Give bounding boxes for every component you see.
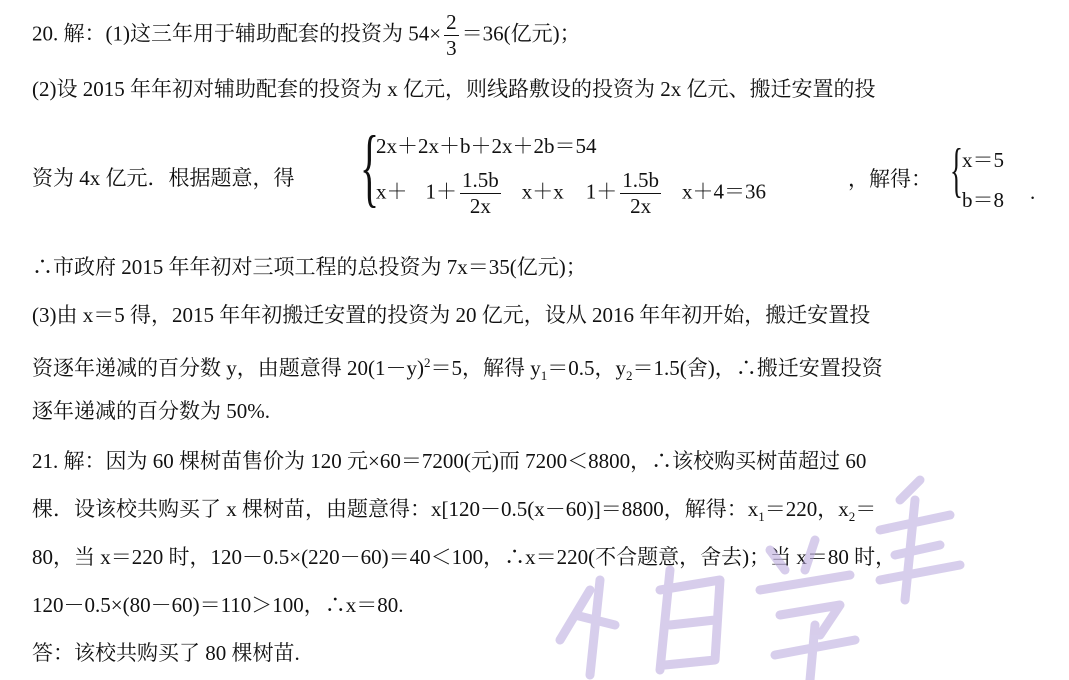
system-equation-2 [376, 170, 766, 217]
p21-line4: 120－0.5×(80－60)＝110＞100，∴x＝80. [32, 593, 404, 617]
p20-part1-pre: 20. 解：(1)这三年用于辅助配套的投资为 54× [32, 21, 442, 46]
p20-part1-post: ＝36(亿元)； [461, 21, 581, 46]
p20-fraction-numerator: 2 [446, 10, 457, 34]
part3-line2-a: 资逐年递减的百分数 y，由题意得 20(1－y) [32, 356, 424, 380]
eq2-frac2-num: 1.5b [622, 168, 659, 192]
x2-subscript: 2 [848, 509, 856, 525]
p21-line2 [32, 494, 876, 532]
p20-part1-line [32, 12, 581, 59]
p20-part2-line1: (2)设 2015 年年初对辅助配套的投资为 x 亿元，则线路敷设的投资为 2x 亿元、搬迁安置的投 [32, 77, 876, 101]
p20-part2-lead: 资为 4x 亿元．根据题意，得 [32, 166, 295, 190]
p21-line2-a: 棵．设该校共购买了 x 棵树苗，由题意得：x[120－0.5(x－60)]＝8800，解得：x [32, 497, 759, 521]
eq2-part-c: x＋x [521, 179, 564, 204]
eq2-frac1-num: 1.5b [462, 168, 499, 192]
part3-line2-d: ＝1.5(舍)，∴搬迁安置投资 [632, 356, 883, 380]
p21-line5: 答：该校共购买了 80 棵树苗. [32, 641, 300, 665]
y2-subscript: 2 [626, 368, 633, 384]
solution-x: x＝5 [962, 148, 1004, 172]
system-equation-1: 2x＋2x＋b＋2x＋2b＝54 [376, 134, 597, 158]
x1-subscript: 1 [758, 509, 765, 525]
p20-part3-line2 [32, 348, 883, 391]
eq2-frac2-den: 2x [630, 194, 652, 218]
eq2-part-d: 1＋ [585, 179, 618, 204]
part3-line2-c: ＝0.5，y [547, 356, 626, 380]
p20-part3-line3: 逐年递减的百分数为 50%. [32, 399, 270, 423]
p20-fraction [444, 12, 459, 59]
p20-fraction-denominator: 3 [446, 36, 457, 60]
solution-left-brace: { [950, 137, 963, 203]
solution-period: . [1030, 180, 1036, 204]
p21-line3: 80，当 x＝220 时，120－0.5×(220－60)＝40＜100，∴x＝220(不合题意，舍去)；当 x＝80 时， [32, 545, 897, 569]
solve-label: ，解得： [848, 167, 932, 191]
y1-subscript: 1 [540, 368, 548, 384]
p20-equation-system-block [0, 118, 1069, 238]
part3-line2-b: ＝5，解得 y [430, 356, 541, 380]
p21-line1: 21. 解：因为 60 棵树苗售价为 120 元×60＝7200(元)而 7200＜8800，∴该校购买树苗超过 60 [32, 449, 867, 473]
eq2-part-a: x＋ [376, 179, 408, 204]
eq2-frac1-den: 2x [469, 194, 491, 218]
solution-b: b＝8 [962, 188, 1004, 212]
eq2-part-e: x＋4＝36 [682, 179, 766, 204]
p21-line2-b: ＝220，x [764, 497, 849, 521]
eq2-part-b: 1＋ [425, 179, 457, 204]
p20-part3-line1: (3)由 x＝5 得，2015 年年初搬迁安置的投资为 20 亿元，设从 2016 年年初开始，搬迁安置投 [32, 303, 871, 327]
p21-line2-c: ＝ [855, 497, 877, 521]
p20-conclusion: ∴市政府 2015 年年初对三项工程的总投资为 7x＝35(亿元)； [32, 255, 587, 279]
system-left-brace: { [360, 119, 380, 216]
eq2-fraction-2 [620, 170, 661, 217]
part3-superscript: 2 [424, 355, 431, 370]
eq2-fraction-1 [460, 170, 501, 217]
